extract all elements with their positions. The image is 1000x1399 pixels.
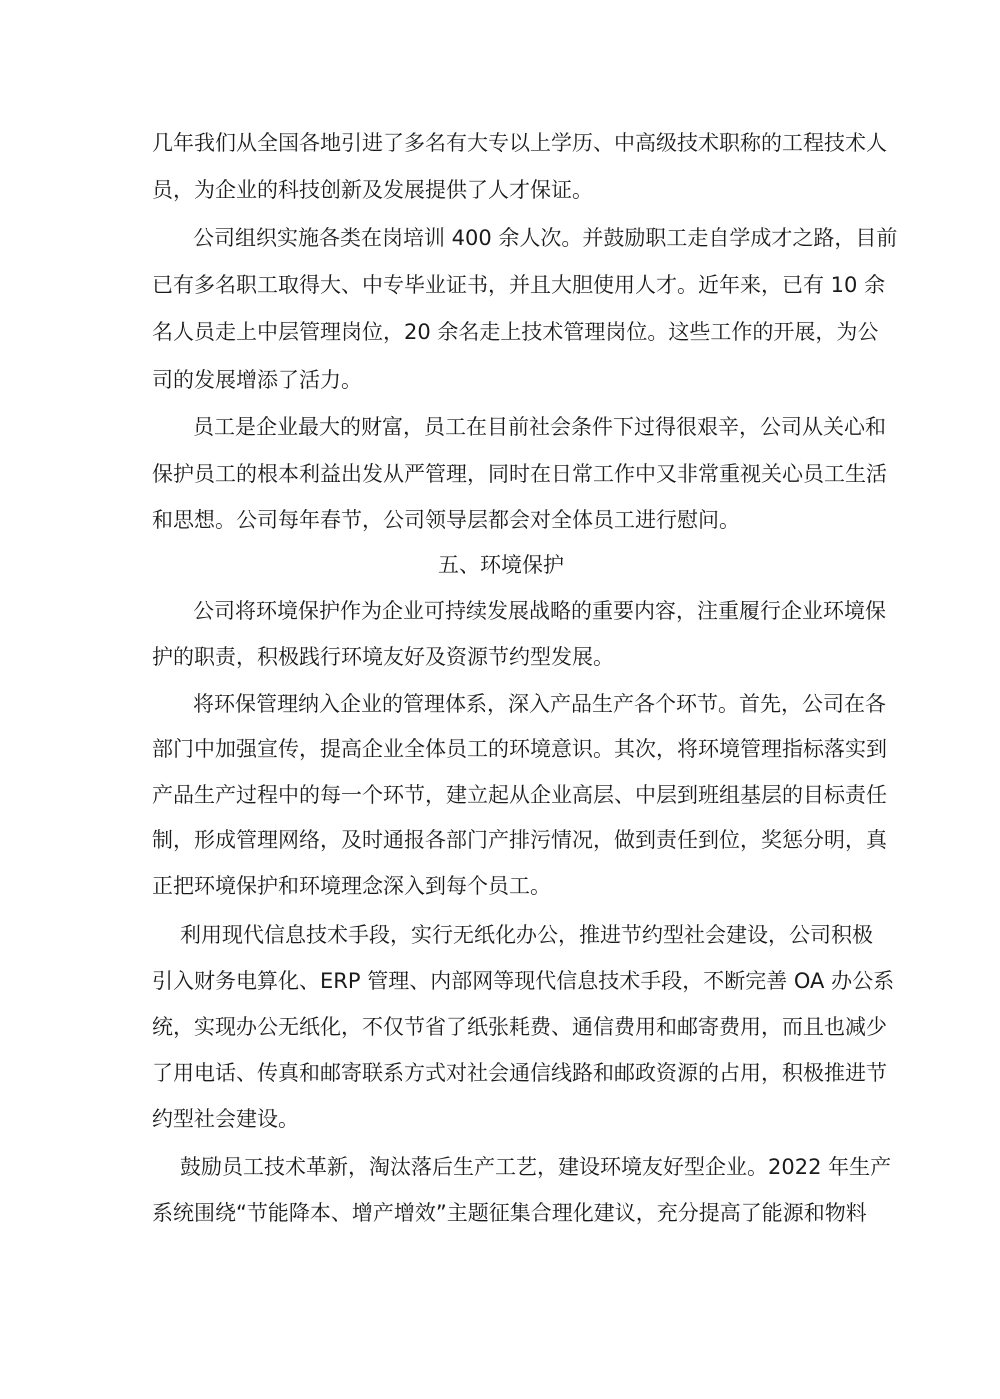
text-line: 系统围绕“节能降本、增产增效”主题征集合理化建议，充分提高了能源和物料 [152,1201,867,1225]
text-line: 正把环境保护和环境理念深入到每个员工。 [152,874,551,898]
text-line: 鼓励员工技术革新，淘汰落后生产工艺，建设环境友好型企业。2022 年生产 [180,1155,892,1179]
text-line: 员，为企业的科技创新及发展提供了人才保证。 [152,178,593,202]
text-line: 统，实现办公无纸化，不仅节省了纸张耗费、通信费用和邮寄费用，而且也减少 [152,1015,887,1039]
text-line: 司的发展增添了活力。 [152,368,362,392]
text-line: 和思想。公司每年春节，公司领导层都会对全体员工进行慰问。 [152,508,740,532]
text-line: 保护员工的根本利益出发从严管理，同时在日常工作中又非常重视关心员工生活 [152,462,887,486]
text-line: 将环保管理纳入企业的管理体系，深入产品生产各个环节。首先，公司在各 [193,692,886,716]
text-line: 产品生产过程中的每一个环节，建立起从企业高层、中层到班组基层的目标责任 [152,783,887,807]
text-line: 利用现代信息技术手段，实行无纸化办公，推进节约型社会建设，公司积极 [180,923,873,947]
text-line: 了用电话、传真和邮寄联系方式对社会通信线路和邮政资源的占用，积极推进节 [152,1061,887,1085]
text-line: 制，形成管理网络，及时通报各部门产排污情况，做到责任到位，奖惩分明，真 [152,828,887,852]
text-line: 名人员走上中层管理岗位，20 余名走上技术管理岗位。这些工作的开展，为公 [152,320,879,344]
text-line: 几年我们从全国各地引进了多名有大专以上学历、中高级技术职称的工程技术人 [152,131,887,155]
text-line: 公司组织实施各类在岗培训 400 余人次。并鼓励职工走自学成才之路，目前 [193,226,898,250]
text-line: 约型社会建设。 [152,1107,299,1131]
text-line: 护的职责，积极践行环境友好及资源节约型发展。 [152,645,614,669]
text-line: 已有多名职工取得大、中专毕业证书，并且大胆使用人才。近年来，已有 10 余 [152,273,886,297]
section-heading: 五、环境保护 [438,553,564,577]
text-line: 公司将环境保护作为企业可持续发展战略的重要内容，注重履行企业环境保 [193,599,886,623]
text-line: 引入财务电算化、ERP 管理、内部网等现代信息技术手段，不断完善 OA 办公系 [152,969,895,993]
text-line: 员工是企业最大的财富，员工在目前社会条件下过得很艰辛，公司从关心和 [193,415,886,439]
text-line: 部门中加强宣传，提高企业全体员工的环境意识。其次，将环境管理指标落实到 [152,737,887,761]
